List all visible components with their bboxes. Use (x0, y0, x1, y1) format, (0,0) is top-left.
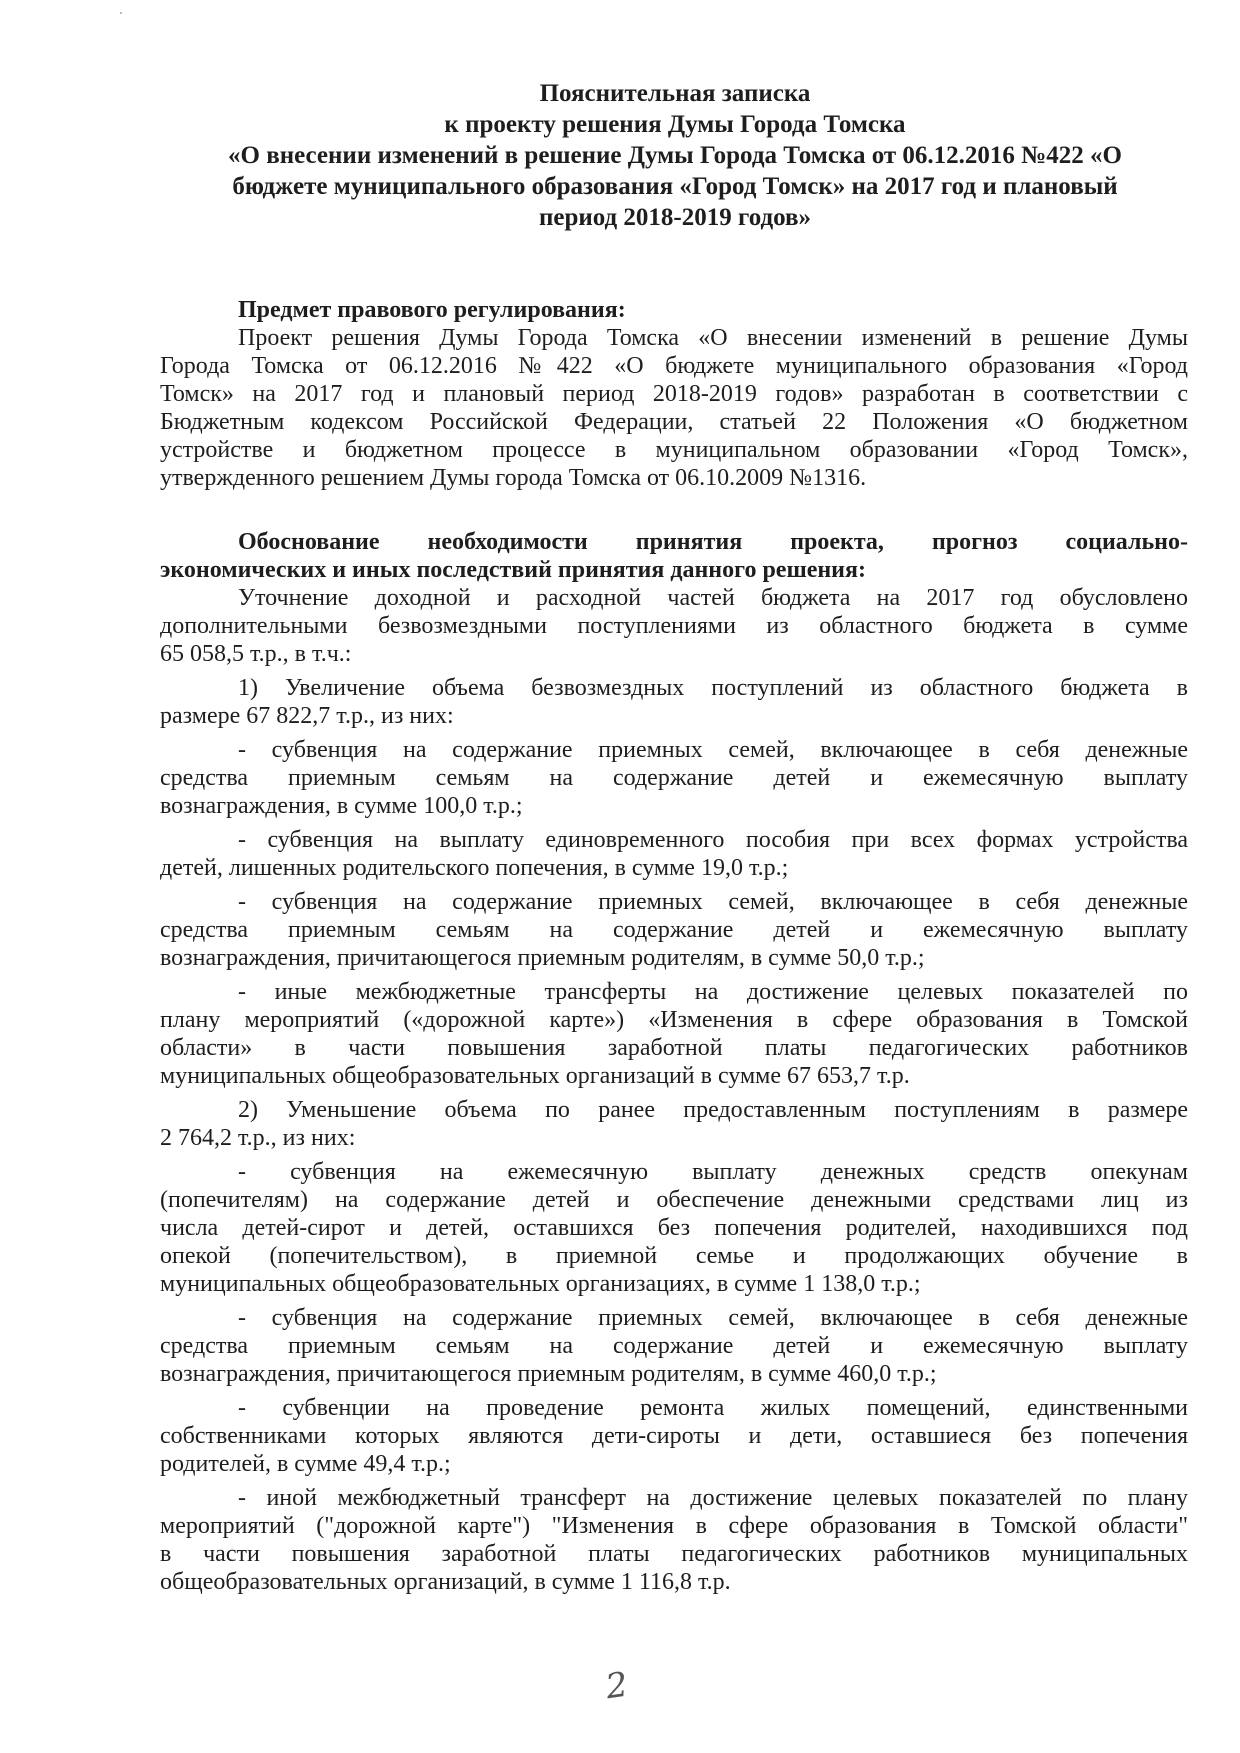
text-line: детей, лишенных родительского попечения, в сумме 19,0 т.р.; (160, 855, 789, 881)
text-line: устройстве и бюджетном процессе в муниципальном образовании «Город Томск», (160, 437, 1188, 463)
paragraph (160, 674, 1188, 730)
text-line: - субвенция на содержание приемных семей, включающее в себя денежные (238, 737, 1188, 763)
paragraph (160, 978, 1188, 1090)
text-line: родителей, в сумме 49,4 т.р.; (160, 1451, 451, 1477)
text-line: Проект решения Думы Города Томска «О внесении изменений в решение Думы (238, 325, 1188, 351)
text-line: дополнительными безвозмездными поступлениями из областного бюджета в сумме (160, 613, 1188, 639)
text-line: утвержденного решением Думы города Томска от 06.10.2009 №1316. (160, 465, 867, 491)
paragraph (160, 1304, 1188, 1388)
text-line: средства приемным семьям на содержание детей и ежемесячную выплату (160, 765, 1188, 791)
text-line: Города Томска от 06.12.2016 №422 «О бюджете муниципального образования «Город (160, 353, 1188, 379)
paragraph (160, 584, 1188, 668)
title-line: «О внесении изменений в решение Думы Города Томска от 06.12.2016 №422 «О (228, 142, 1122, 169)
paragraph (160, 888, 1188, 972)
text-line: вознаграждения, причитающегося приемным родителям, в сумме 50,0 т.р.; (160, 945, 925, 971)
title-line: бюджете муниципального образования «Город Томск» на 2017 год и плановый (232, 173, 1118, 200)
text-line: - субвенция на ежемесячную выплату денежных средств опекунам (238, 1159, 1188, 1185)
title-line: к проекту решения Думы Города Томска (444, 111, 906, 138)
document-title (160, 78, 1190, 233)
text-line: - субвенция на содержание приемных семей, включающее в себя денежные (238, 1305, 1188, 1331)
text-line: - иной межбюджетный трансферт на достижение целевых показателей по плану (238, 1485, 1188, 1511)
text-line: 1) Увеличение объема безвозмездных поступлений из областного бюджета в (238, 675, 1188, 701)
paragraph (160, 324, 1188, 492)
text-line: в части повышения заработной платы педагогических работников муниципальных (160, 1541, 1188, 1567)
paragraph (160, 826, 1188, 882)
scan-speck (120, 12, 122, 14)
text-line: 65 058,5 т.р., в т.ч.: (160, 641, 352, 667)
paragraph (160, 736, 1188, 820)
text-line: опекой (попечительством), в приемной семье и продолжающих обучение в (160, 1243, 1188, 1269)
section-heading: экономических и иных последствий принятия данного решения: (160, 557, 866, 583)
text-line: общеобразовательных организаций, в сумме 1 116,8 т.р. (160, 1569, 731, 1595)
document-body (160, 296, 1188, 1596)
text-line: вознаграждения, причитающегося приемным родителям, в сумме 460,0 т.р.; (160, 1361, 937, 1387)
text-line: плану мероприятий («дорожной карте») «Изменения в сфере образования в Томской (160, 1007, 1188, 1033)
section-heading: Предмет правового регулирования: (238, 297, 626, 323)
text-line: Томск» на 2017 год и плановый период 2018-2019 годов» разработан в соответствии с (160, 381, 1188, 407)
text-line: вознаграждения, в сумме 100,0 т.р.; (160, 793, 523, 819)
text-line: 2 764,2 т.р., из них: (160, 1125, 356, 1151)
paragraph (160, 1394, 1188, 1478)
paragraph (160, 1158, 1188, 1298)
text-line: - иные межбюджетные трансферты на достижение целевых показателей по (238, 979, 1188, 1005)
title-line: Пояснительная записка (539, 80, 811, 107)
text-line: муниципальных общеобразовательных организациях, в сумме 1 138,0 т.р.; (160, 1271, 921, 1297)
section-2 (160, 528, 1188, 1596)
text-line: - субвенция на содержание приемных семей, включающее в себя денежные (238, 889, 1188, 915)
text-line: Бюджетным кодексом Российской Федерации, статьей 22 Положения «О бюджетном (160, 409, 1188, 435)
text-line: Уточнение доходной и расходной частей бюджета на 2017 год обусловлено (238, 585, 1188, 611)
text-line: размере 67 822,7 т.р., из них: (160, 703, 454, 729)
section-heading: Обоснование необходимости принятия проекта, прогноз социально- (238, 529, 1188, 555)
text-line: (попечителям) на содержание детей и обеспечение денежными средствами лиц из (160, 1187, 1188, 1213)
text-line: 2) Уменьшение объема по ранее предоставленным поступлениям в размере (238, 1097, 1188, 1123)
handwritten-page-number: 2 (603, 1664, 631, 1708)
text-line: средства приемным семьям на содержание детей и ежемесячную выплату (160, 1333, 1188, 1359)
text-line: муниципальных общеобразовательных организаций в сумме 67 653,7 т.р. (160, 1063, 910, 1089)
paragraph (160, 1096, 1188, 1152)
text-line: области» в части повышения заработной платы педагогических работников (160, 1035, 1188, 1061)
text-line: числа детей-сирот и детей, оставшихся без попечения родителей, находившихся под (160, 1215, 1188, 1241)
text-line: мероприятий ("дорожной карте") "Изменения в сфере образования в Томской области" (160, 1513, 1188, 1539)
title-line: период 2018-2019 годов» (538, 204, 812, 231)
section-1 (160, 296, 1188, 492)
text-line: средства приемным семьям на содержание детей и ежемесячную выплату (160, 917, 1188, 943)
text-line: собственниками которых являются дети-сироты и дети, оставшиеся без попечения (160, 1423, 1188, 1449)
text-line: - субвенция на выплату единовременного пособия при всех формах устройства (238, 827, 1188, 853)
paragraph (160, 1484, 1188, 1596)
text-line: - субвенции на проведение ремонта жилых помещений, единственными (238, 1395, 1188, 1421)
